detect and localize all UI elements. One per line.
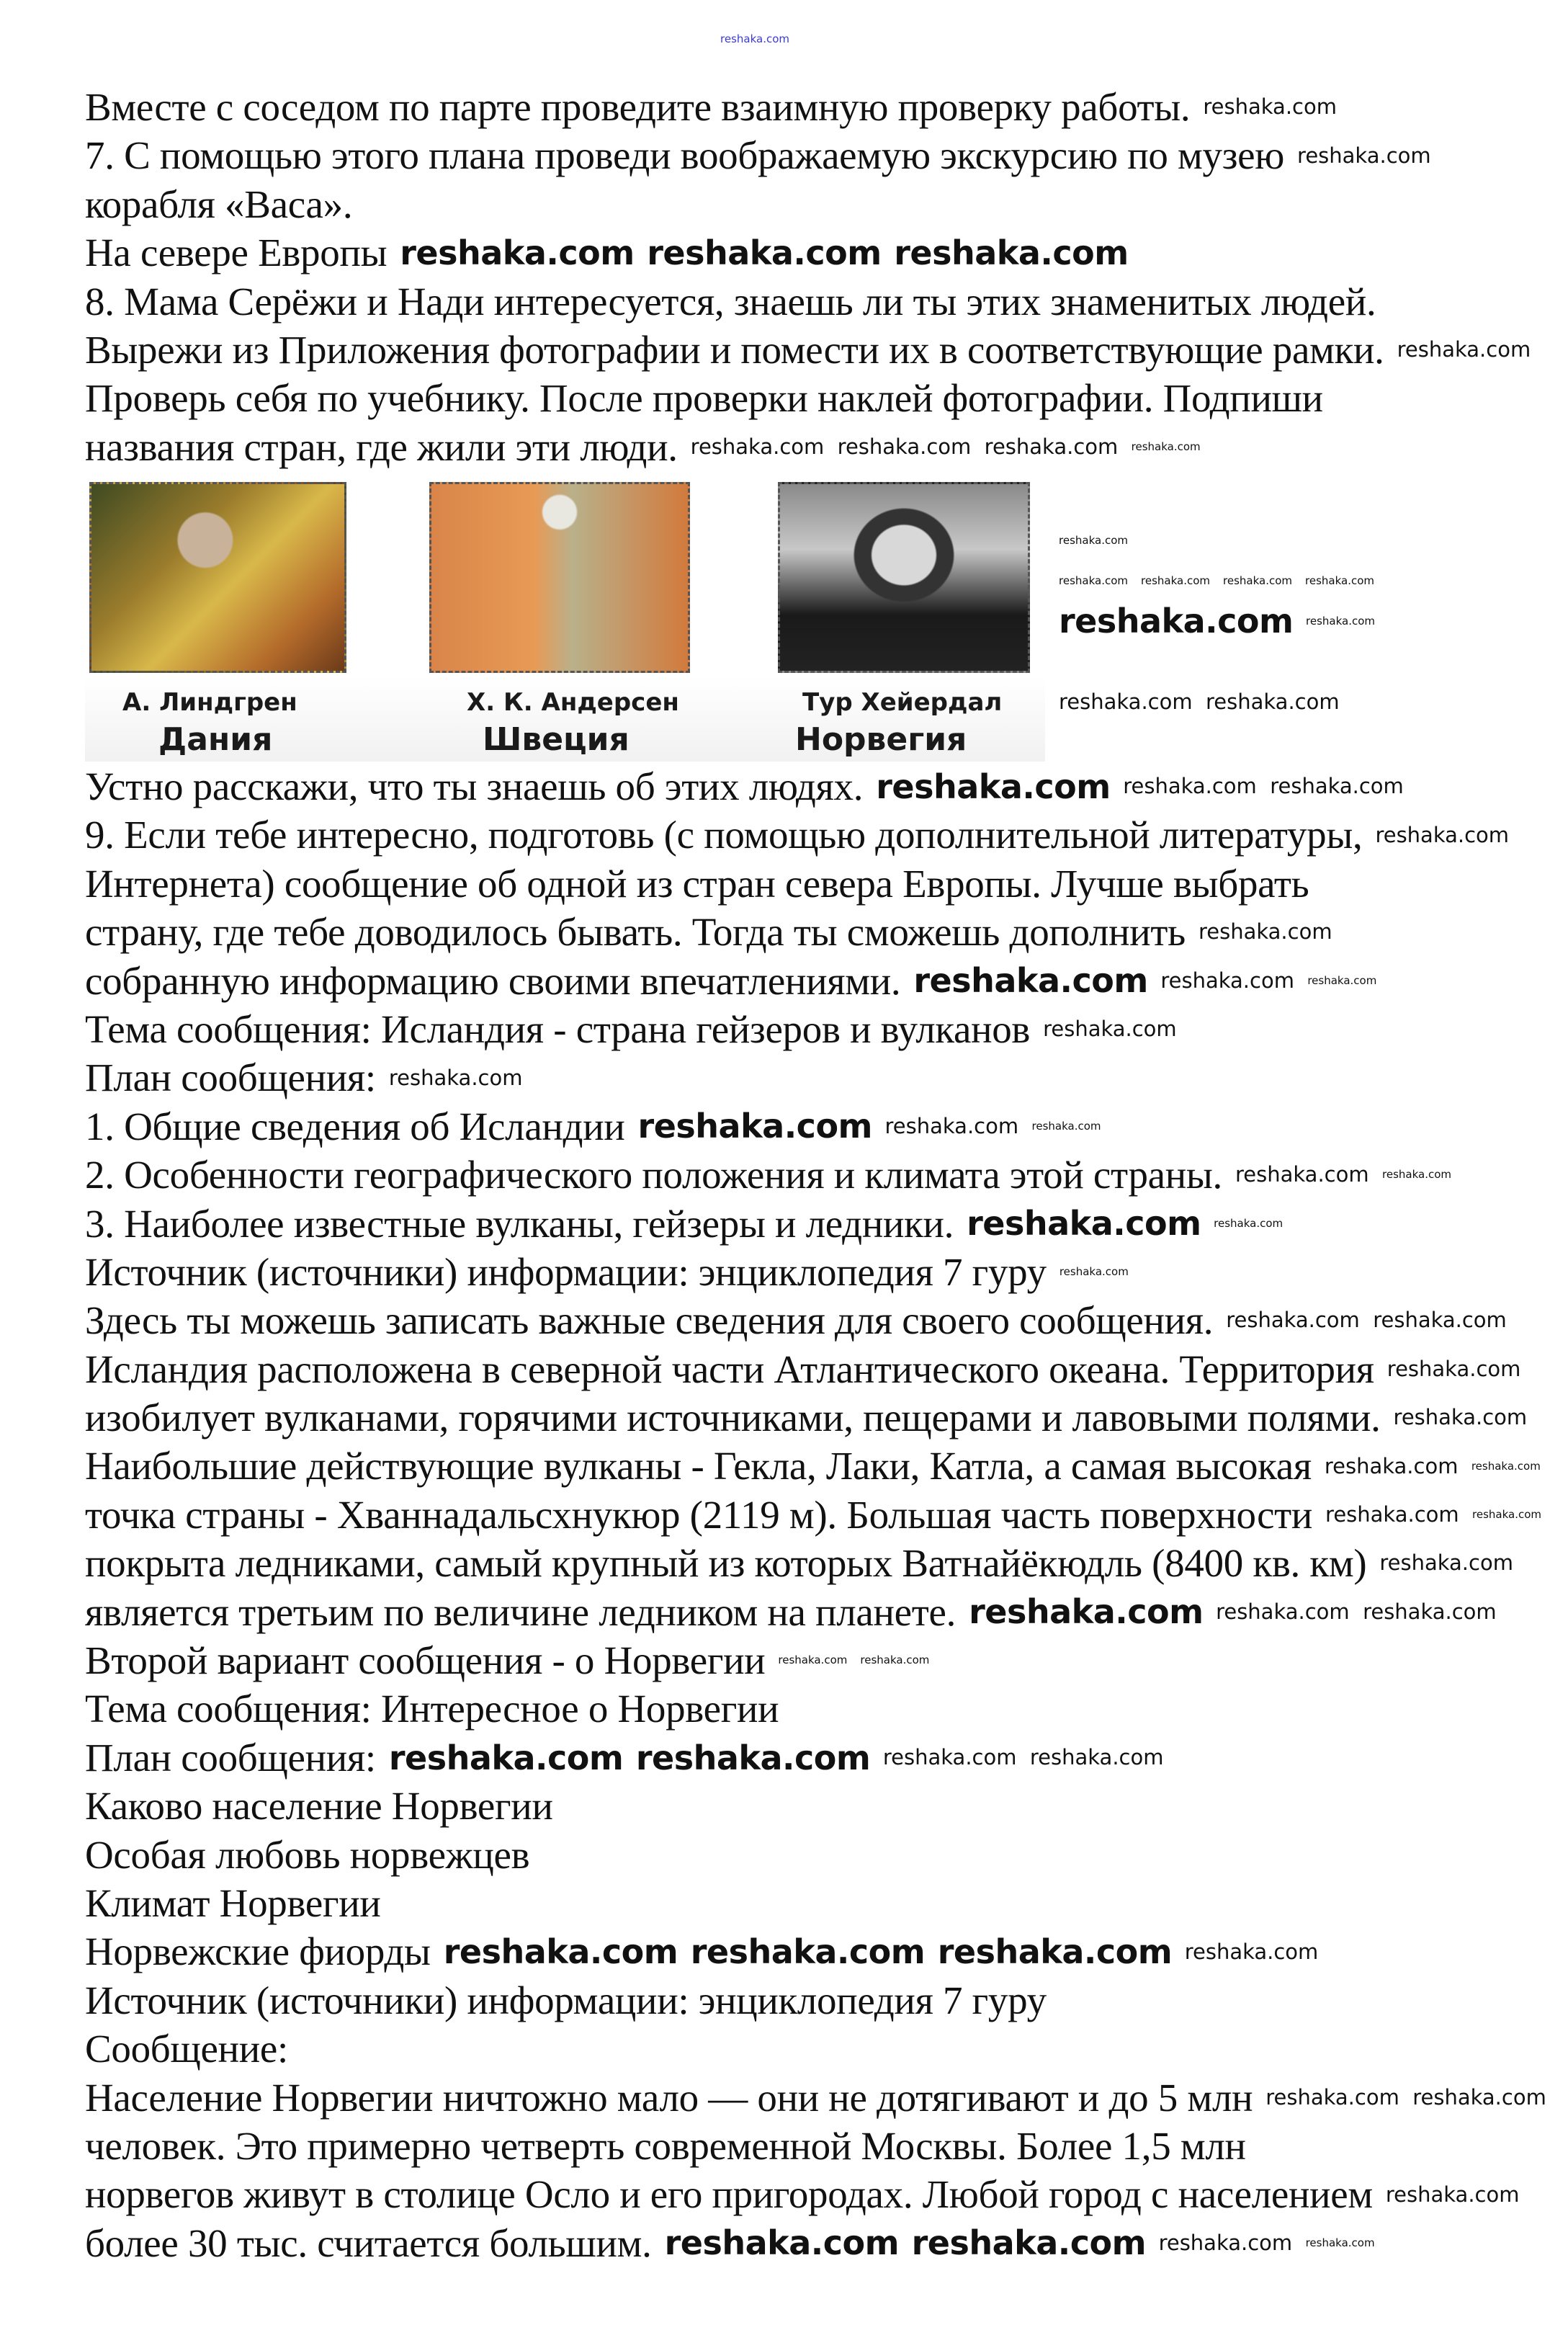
text-line: 1. Общие сведения об Исландии <box>85 1104 625 1148</box>
watermark: reshaka.com <box>637 1107 872 1146</box>
text-line: страну, где тебе доводилось бывать. Тогда ты сможешь дополнить <box>85 910 1186 955</box>
watermark: reshaka.com <box>1324 1453 1459 1478</box>
text-line: более 30 тыс. считается большим. <box>85 2220 652 2265</box>
text-line: Интернета) сообщение об одной из стран севера Европы. Лучше выбрать <box>85 861 1309 906</box>
text-line: Сообщение: <box>85 2027 288 2071</box>
text-line: покрыта ледниками, самый крупный из которых Ватнайёкюдль (8400 кв. км) <box>85 1541 1367 1586</box>
watermark: reshaka.com <box>884 1113 1019 1138</box>
text-line: Вместе с соседом по парте проведите взаимную проверку работы. <box>85 85 1191 129</box>
caption-country: Швеция <box>483 721 630 758</box>
text-line: 8. Мама Серёжи и Нади интересуется, знаешь ли ты этих знаменитых людей. <box>85 279 1376 323</box>
watermark: reshaka.com <box>1397 337 1531 362</box>
watermark: reshaka.com <box>1305 2236 1375 2249</box>
watermark: reshaka.com <box>1386 1356 1521 1381</box>
text-line: Устно расскажи, что ты знаешь об этих людях. <box>85 764 864 808</box>
watermark: reshaka.com <box>1385 2182 1520 2207</box>
watermark: reshaka.com <box>876 767 1111 806</box>
watermark: reshaka.com <box>1160 968 1294 993</box>
watermark: reshaka.com <box>860 1653 930 1667</box>
text-line: Исландия расположена в северной части Атлантического океана. Территория <box>85 1347 1374 1391</box>
watermark: reshaka.com <box>1297 143 1431 168</box>
watermark: reshaka.com <box>1031 1119 1101 1133</box>
caption-name: Х. К. Андерсен <box>467 688 679 717</box>
text-line: Каково население Норвегии <box>85 1784 553 1829</box>
text-line: 2. Особенности географического положения и климата этой страны. <box>85 1153 1223 1197</box>
photo-heyerdahl <box>778 482 1030 673</box>
text-line: Здесь ты можешь записать важные сведения для своего сообщения. <box>85 1298 1214 1343</box>
watermark: reshaka.com <box>1059 573 1128 587</box>
watermark: reshaka.com <box>388 1738 624 1777</box>
text-line: Второй вариант сообщения - о Норвегии <box>85 1638 766 1683</box>
watermark: reshaka.com <box>647 233 882 272</box>
watermark: reshaka.com <box>894 233 1129 272</box>
caption-name: Тур Хейердал <box>802 688 1003 717</box>
watermark: reshaka.com <box>1235 1162 1369 1187</box>
caption-name: А. Линдгрен <box>122 688 297 717</box>
watermark: reshaka.com <box>1059 1265 1129 1279</box>
text-line: 7. С помощью этого плана проведи воображаемую экскурсию по музею <box>85 133 1285 178</box>
text-line: 3. Наиболее известные вулканы, гейзеры и ледники. <box>85 1201 954 1246</box>
watermark: reshaka.com <box>837 434 972 459</box>
watermark: reshaka.com <box>664 2223 900 2263</box>
watermark: reshaka.com <box>388 1065 523 1090</box>
text-line: Особая любовь норвежцев <box>85 1832 530 1877</box>
watermark: reshaka.com <box>690 1932 926 1972</box>
caption-country: Норвегия <box>795 721 967 758</box>
watermark: reshaka.com <box>1158 2230 1293 2255</box>
watermark: reshaka.com <box>984 434 1119 459</box>
caption-country: Дания <box>158 721 273 758</box>
text-line: названия стран, где жили эти люди. <box>85 424 678 469</box>
watermark: reshaka.com <box>1393 1405 1528 1430</box>
watermark: reshaka.com <box>1373 1308 1507 1333</box>
watermark: reshaka.com <box>1223 573 1292 587</box>
watermark: reshaka.com <box>690 434 825 459</box>
watermark: reshaka.com <box>1307 973 1377 987</box>
watermark: reshaka.com <box>1203 94 1337 120</box>
text-line: Тема сообщения: Исландия - страна гейзеров и вулканов <box>85 1006 1031 1051</box>
watermark: reshaka.com <box>1412 2084 1546 2110</box>
watermark: reshaka.com <box>1131 439 1201 453</box>
text-line: точка страны - Хваннадальсхнукюр (2119 м). Большая часть поверхности <box>85 1492 1313 1537</box>
text-line: На севере Европы <box>85 231 387 275</box>
watermark: reshaka.com <box>1216 1599 1350 1624</box>
watermark: reshaka.com <box>1059 602 1294 640</box>
text-line: Население Норвегии ничтожно мало — они не дотягивают и до 5 млн <box>85 2075 1253 2120</box>
watermark: reshaka.com <box>635 1738 871 1777</box>
photo-strip <box>85 478 1045 762</box>
text-line: является третьим по величине ледником на планете. <box>85 1589 957 1634</box>
watermark: reshaka.com <box>778 1653 848 1667</box>
text-line: корабля «Васа». <box>85 182 353 226</box>
text-line: Тема сообщения: Интересное о Норвегии <box>85 1687 779 1731</box>
text-line: Наибольшие действующие вулканы - Гекла, Лаки, Катла, а самая высокая <box>85 1444 1312 1488</box>
watermark: reshaka.com <box>400 233 635 272</box>
text-line: Вырежи из Приложения фотографии и помести их в соответствующие рамки. <box>85 327 1384 372</box>
task-text-top <box>85 83 1384 471</box>
watermark: reshaka.com <box>1325 1502 1459 1527</box>
text-line: человек. Это примерно четверть современной Москвы. Более 1,5 млн <box>85 2123 1246 2168</box>
watermark: reshaka.com <box>1141 573 1210 587</box>
watermark: reshaka.com <box>1305 573 1374 587</box>
watermark: reshaka.com <box>443 1932 678 1972</box>
watermark: reshaka.com <box>1198 919 1332 945</box>
watermark: reshaka.com <box>1471 1459 1541 1473</box>
watermark: reshaka.com <box>1379 1550 1513 1576</box>
text-line: Норвежские фиорды <box>85 1929 431 1974</box>
watermark: reshaka.com <box>1375 822 1510 847</box>
watermark: reshaka.com <box>1123 774 1257 799</box>
watermark: reshaka.com <box>1206 689 1340 714</box>
watermark: reshaka.com <box>1214 1216 1283 1230</box>
watermark: reshaka.com <box>969 1592 1204 1632</box>
watermark: reshaka.com <box>937 1932 1173 1972</box>
watermark: reshaka.com <box>1184 1939 1319 1964</box>
watermark: reshaka.com <box>1059 689 1193 714</box>
watermark: reshaka.com <box>1382 1168 1452 1182</box>
photo-lindgren <box>89 482 346 673</box>
text-line: Климат Норвегии <box>85 1880 381 1925</box>
text-line: Проверь себя по учебнику. После проверки наклей фотографии. Подпиши <box>85 376 1323 421</box>
watermark: reshaka.com <box>1029 1745 1164 1769</box>
text-line: собранную информацию своими впечатлениями. <box>85 958 901 1003</box>
watermark: reshaka.com <box>1270 774 1404 799</box>
watermark: reshaka.com <box>1363 1599 1497 1624</box>
watermark: reshaka.com <box>1059 533 1128 547</box>
watermark: reshaka.com <box>913 961 1148 1001</box>
photo-andersen <box>429 482 690 673</box>
text-line: норвегов живут в столице Осло и его пригородах. Любой город с населением <box>85 2172 1373 2217</box>
watermark: reshaka.com <box>1043 1017 1177 1042</box>
watermark: reshaka.com <box>1265 2084 1399 2110</box>
watermark: reshaka.com <box>967 1204 1201 1244</box>
text-line: План сообщения: <box>85 1735 376 1780</box>
watermark: reshaka.com <box>1472 1508 1542 1522</box>
text-line: 9. Если тебе интересно, подготовь (с помощью дополнительной литературы, <box>85 813 1363 857</box>
watermark: reshaka.com <box>1306 614 1375 628</box>
watermark: reshaka.com <box>1226 1308 1360 1333</box>
watermark: reshaka.com <box>720 32 789 45</box>
text-line: изобилует вулканами, горячими источниками, пещерами и лавовыми полями. <box>85 1396 1381 1440</box>
watermark: reshaka.com <box>911 2223 1147 2263</box>
text-line: Источник (источники) информации: энциклопедия 7 гуру <box>85 1249 1047 1294</box>
text-line: План сообщения: <box>85 1055 376 1100</box>
watermark: reshaka.com <box>882 1745 1017 1769</box>
text-line: Источник (источники) информации: энциклопедия 7 гуру <box>85 1978 1047 2022</box>
